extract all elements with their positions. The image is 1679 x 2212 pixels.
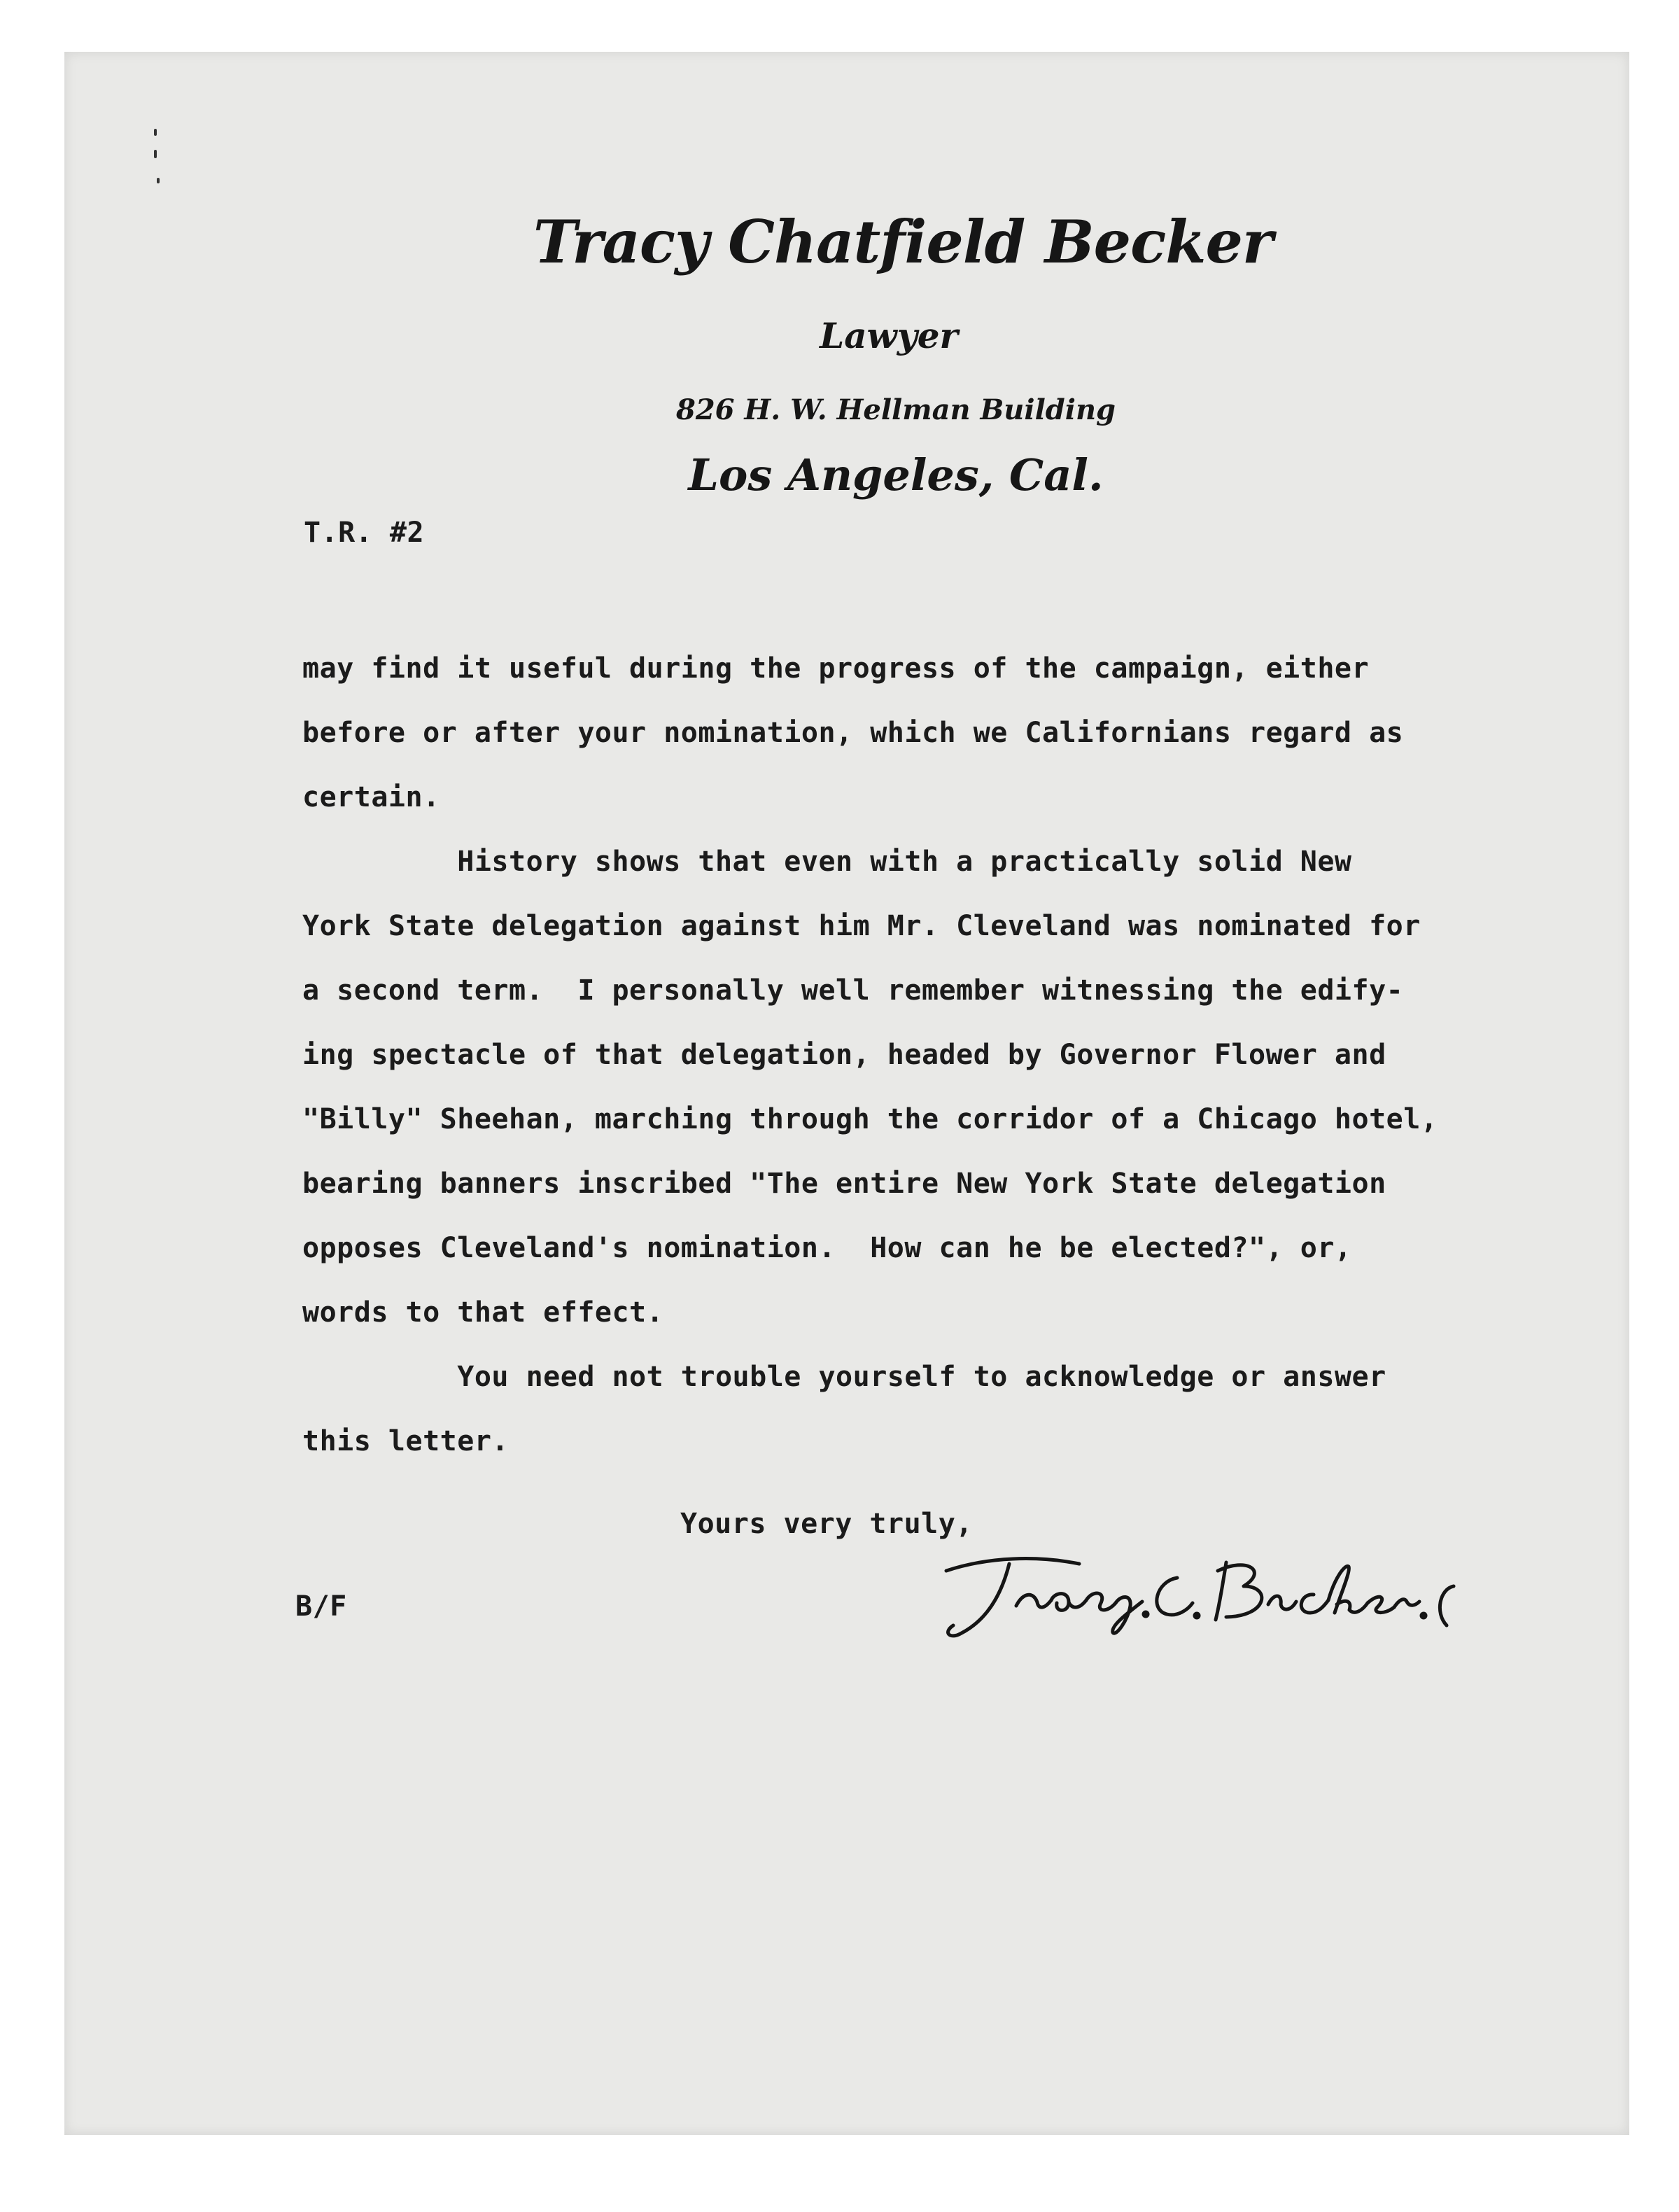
body-line: York State delegation against him Mr. Cleveland was nominated for <box>302 910 1421 942</box>
body-line: certain. <box>302 781 440 813</box>
body-line: History shows that even with a practically solid New <box>302 846 1352 878</box>
body-line: before or after your nomination, which we Californians regard as <box>302 717 1404 749</box>
letterhead-city: Los Angeles, Cal. <box>688 449 1104 500</box>
body-line: ing spectacle of that delegation, headed by Governor Flower and <box>302 1039 1386 1071</box>
typist-initials: B/F <box>295 1590 347 1623</box>
body-line: "Billy" Sheehan, marching through the corridor of a Chicago hotel, <box>302 1103 1438 1135</box>
margin-mark <box>154 150 157 158</box>
reference-number: T.R. #2 <box>304 517 425 549</box>
body-line: words to that effect. <box>302 1296 664 1329</box>
complimentary-closing: Yours very truly, <box>680 1508 973 1540</box>
body-line: a second term. I personally well remember witnessing the edify- <box>302 974 1404 1007</box>
body-line: You need not trouble yourself to acknowledge or answer <box>302 1361 1386 1393</box>
handwritten-signature <box>932 1543 1464 1648</box>
body-line: this letter. <box>302 1425 509 1457</box>
letterhead-address: 826 H. W. Hellman Building <box>676 393 1116 426</box>
body-line: opposes Cleveland's nomination. How can he be elected?", or, <box>302 1232 1352 1264</box>
margin-mark <box>157 178 160 183</box>
margin-mark <box>154 129 157 136</box>
letter-sheet <box>64 52 1629 2135</box>
body-line: may find it useful during the progress of the campaign, either <box>302 652 1370 685</box>
letterhead-title: Lawyer <box>820 315 958 356</box>
body-line: bearing banners inscribed "The entire New York State delegation <box>302 1168 1386 1200</box>
letterhead-name: Tracy Chatfield Becker <box>533 207 1273 276</box>
